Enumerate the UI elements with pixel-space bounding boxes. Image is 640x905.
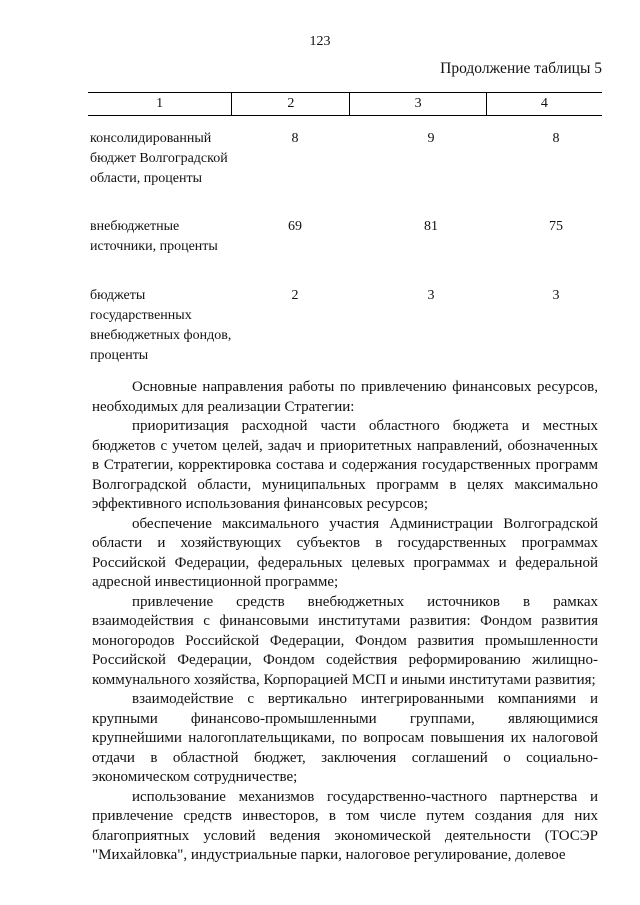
header-cell-1: 1 — [156, 96, 164, 111]
paragraph: привлечение средств внебюджетных источников в рамках взаимодействия с финансовыми институтами развития: Фондом развития моногородов Российской Федерации, Фондом развития промышленности Российской Федерации, Фондом содействия реформированию жилищно-коммунального хозяйства, Корпорацией МСП и иными институтами развития; — [92, 593, 598, 688]
row-value-col4: 3 — [552, 288, 560, 303]
row-value-col3: 9 — [427, 131, 435, 146]
row-value-col2: 69 — [288, 219, 302, 234]
row-value-col2: 2 — [291, 288, 299, 303]
table-row — [88, 129, 602, 189]
row-value-col4: 75 — [549, 219, 563, 234]
row-label: консолидированный бюджет Волгоградской области, проценты — [90, 131, 228, 186]
paragraph: использование механизмов государственно-частного партнерства и привлечение средств инвесторов, в том числе путем создания для них благоприятных условий ведения экономической деятельности (ТОСЭР "Михайловка", индустриальные парки, налоговое регулирование, долевое — [92, 788, 598, 863]
row-label: внебюджетные источники, проценты — [90, 219, 218, 254]
body-text — [92, 378, 598, 866]
row-label: бюджеты государственных внебюджетных фондов, проценты — [90, 288, 232, 363]
row-value-col3: 3 — [427, 288, 435, 303]
data-table — [88, 92, 602, 363]
paragraph: обеспечение максимального участия Администрации Волгоградской области и хозяйствующих субъектов в государственных программах Российской Федерации, федеральных целевых программах и федеральной адресной инвестиционной программе; — [92, 515, 598, 590]
paragraph: Основные направления работы по привлечению финансовых ресурсов, необходимых для реализации Стратегии: — [92, 379, 598, 415]
table-row — [88, 217, 602, 257]
header-cell-4: 4 — [486, 93, 602, 115]
table-continuation-label: Продолжение таблицы 5 — [440, 60, 602, 77]
page-number: 123 — [309, 34, 331, 49]
table-row — [88, 286, 602, 366]
row-value-col4: 8 — [552, 131, 560, 146]
row-value-col2: 8 — [291, 131, 299, 146]
table-header-row — [88, 92, 602, 116]
paragraph: взаимодействие с вертикально интегрированными компаниями и крупными финансово-промышленными группами, являющимися крупнейшими налогоплательщиками, по вопросам повышения их налоговой отдачи в областной бюджет, заключения соглашений о социально-экономическом сотрудничестве; — [92, 691, 598, 785]
row-value-col3: 81 — [424, 219, 438, 234]
header-cell-3: 3 — [349, 93, 485, 115]
header-cell-2: 2 — [231, 93, 349, 115]
paragraph: приоритизация расходной части областного бюджета и местных бюджетов с учетом целей, задач и приоритетных направлений, обозначенных в Стратегии, корректировка состава и содержания государственных программ Волгоградской области, муниципальных программ в целях максимально эффективного использования финансовых ресурсов; — [92, 418, 598, 512]
